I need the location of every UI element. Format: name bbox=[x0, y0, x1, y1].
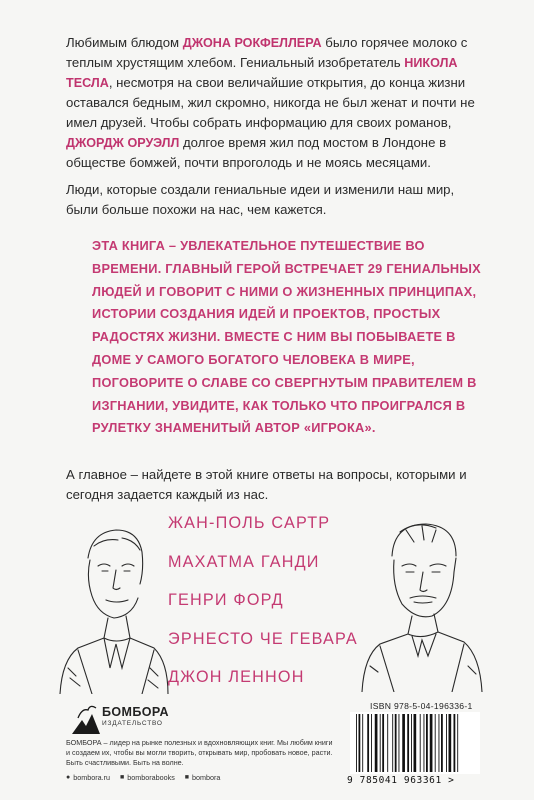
telegram-icon: ■ bbox=[184, 774, 190, 781]
publisher-name: БОМБОРА bbox=[102, 705, 169, 719]
publisher-blurb: БОМБОРА – лидер на рынке полезных и вдохновляющих книг. Мы любим книги и создаем их, чтобы вы могли творить, открывать мир, пробовать новое, расти. Быть счастливыми. Быть на волне. bbox=[66, 738, 333, 768]
name-tesla: НИКОЛА ТЕСЛА bbox=[66, 56, 458, 90]
social-item-telegram[interactable]: ■ bombora bbox=[184, 773, 221, 782]
name-orwell: ДЖОРДЖ ОРУЭЛЛ bbox=[66, 136, 180, 150]
second-paragraph: Люди, которые создали гениальные идеи и изменили наш мир, были больше похожи на нас, чем кажется. bbox=[66, 182, 455, 217]
publisher-socials bbox=[66, 773, 220, 782]
social-item-site[interactable]: ● bombora.ru bbox=[66, 773, 110, 782]
portrait-sketch-right bbox=[356, 516, 486, 692]
intro-paragraph: Любимым блюдом ДЖОНА РОКФЕЛЛЕРА было горячее молоко с теплым хрустящим хлебом. Гениальный изобретатель НИКОЛА ТЕСЛА, несмотря на свои величайшие открытия, до конца жизни оставался бедным, жил скромно, никогда не был женат и почти не имел друзей. Чтобы собрать информацию для своих романов, ДЖОРДЖ ОРУЭЛЛ долгое время жил под мостом в Лондоне в обществе бомжей, почти впроголодь и не моясь месяцами. bbox=[66, 35, 475, 170]
isbn-label: ISBN 978-5-04-196336-1 bbox=[370, 701, 473, 711]
pitch-block: ЭТА КНИГА – УВЛЕКАТЕЛЬНОЕ ПУТЕШЕСТВИЕ ВО ВРЕМЕНИ. ГЛАВНЫЙ ГЕРОЙ ВСТРЕЧАЕТ 29 ГЕНИАЛЬНЫХ ЛЮДЕЙ И ГОВОРИТ С НИМИ О ЖИЗНЕННЫХ ПРИНЦИПАХ, ИСТОРИИ СОЗДАНИЯ ИДЕЙ И ПРОЕКТОВ, ПРОСТЫХ РАДОСТЯХ ЖИЗНИ. ВМЕСТЕ С НИМ ВЫ ПОБЫВАЕТЕ В ДОМЕ У САМОГО БОГАТОГО ЧЕЛОВЕКА В МИРЕ, ПОГОВОРИТЕ О СЛАВЕ СО СВЕРГНУТЫМ ПРАВИТЕЛЕМ В ИЗГНАНИИ, УВИДИТЕ, КАК ТОЛЬКО ЧТО ПРОИГРАЛСЯ В РУЛЕТКУ ЗНАМЕНИТЫЙ АВТОР «ИГРОКА». bbox=[92, 238, 481, 436]
publisher-subtitle: ИЗДАТЕЛЬСТВО bbox=[102, 720, 163, 727]
featured-name: ГЕНРИ ФОРД bbox=[168, 591, 284, 609]
portrait-sketch-left bbox=[58, 518, 170, 694]
social-item-vk[interactable]: ■ bomborabooks bbox=[120, 773, 175, 782]
name-rockefeller: ДЖОНА РОКФЕЛЛЕРА bbox=[182, 36, 322, 50]
globe-icon: ● bbox=[66, 774, 71, 781]
barcode-icon bbox=[350, 712, 480, 774]
vk-icon: ■ bbox=[120, 774, 125, 781]
featured-name: ЖАН-ПОЛЬ САРТР bbox=[168, 514, 331, 532]
third-paragraph: А главное – найдете в этой книге ответы на вопросы, которыми и сегодня задается каждый из нас. bbox=[66, 467, 467, 502]
featured-name: ЭРНЕСТО ЧЕ ГЕВАРА bbox=[168, 629, 358, 648]
featured-names-list bbox=[168, 514, 358, 707]
barcode-number: 9 785041 963361 > bbox=[347, 775, 455, 786]
featured-name: ДЖОН ЛЕННОН bbox=[168, 668, 305, 686]
featured-name: МАХАТМА ГАНДИ bbox=[168, 552, 320, 571]
